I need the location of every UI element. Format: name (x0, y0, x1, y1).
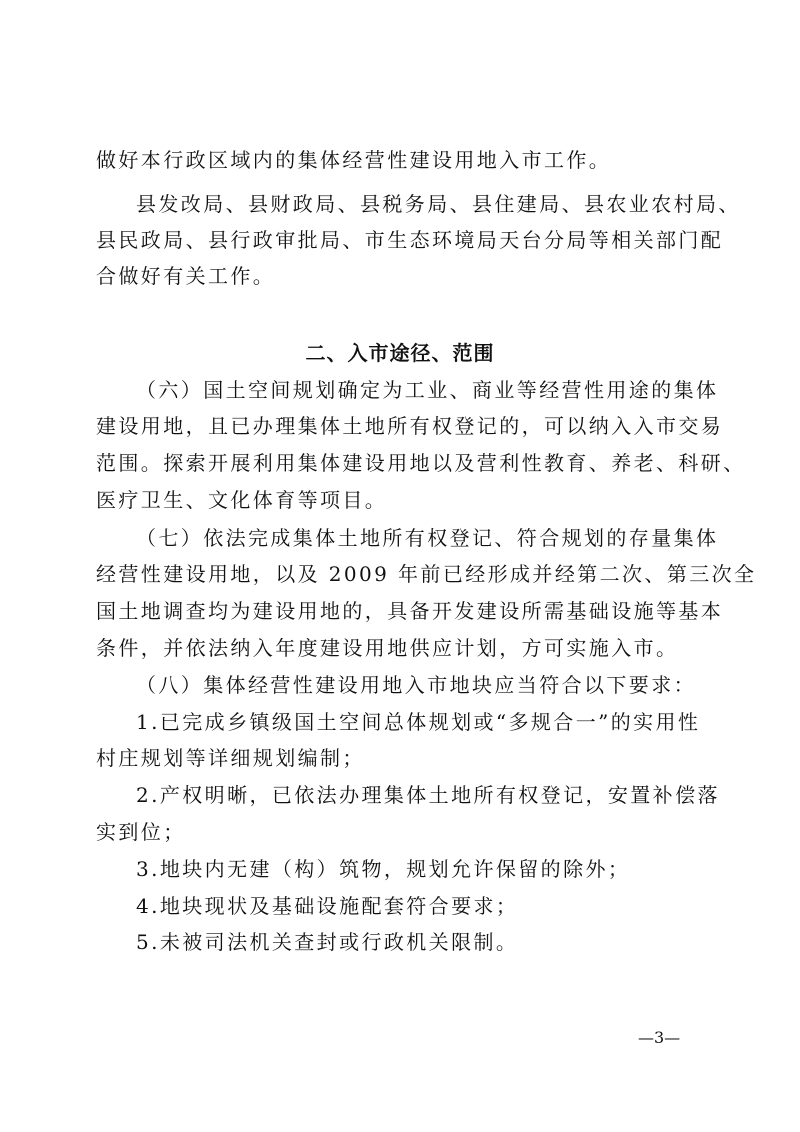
paragraph-six-line-1: （六）国土空间规划确定为工业、商业等经营性用途的集体 (136, 378, 719, 402)
section-heading: 二、入市途径、范围 (305, 341, 495, 365)
paragraph-six-line-4: 医疗卫生、文化体育等项目。 (96, 488, 388, 512)
paragraph-seven-line-4: 条件，并依法纳入年度建设用地供应计划，方可实施入市。 (96, 636, 679, 660)
requirement-2-line-1: 2.产权明晰，已依法办理集体土地所有权登记，安置补偿落 (136, 783, 720, 807)
paragraph-departments-line-1: 县发改局、县财政局、县税务局、县住建局、县农业农村局、 (136, 192, 741, 216)
requirement-2-line-2: 实到位； (96, 820, 186, 844)
requirement-3: 3.地块内无建（构）筑物，规划允许保留的除外； (136, 857, 631, 881)
paragraph-departments-line-3: 合做好有关工作。 (96, 264, 276, 288)
paragraph-seven-line-1: （七）依法完成集体土地所有权登记、符合规划的存量集体 (136, 526, 719, 550)
paragraph-six-line-2: 建设用地，且已办理集体土地所有权登记的，可以纳入入市交易 (96, 414, 724, 438)
requirement-1-line-1: 1.已完成乡镇级国土空间总体规划或“多规合一”的实用性 (136, 710, 701, 734)
paragraph-seven-line-2: 经营性建设用地，以及 2009 年前已经形成并经第二次、第三次全 (96, 562, 757, 586)
paragraph-seven-line-3: 国土地调查均为建设用地的，具备开发建设所需基础设施等基本 (96, 599, 724, 623)
paragraph-intro-line-1: 做好本行政区域内的集体经营性建设用地入市工作。 (96, 148, 612, 172)
page-number: —3— (638, 1028, 681, 1047)
requirement-4: 4.地块现状及基础设施配套符合要求； (136, 894, 519, 918)
paragraph-departments-line-2: 县民政局、县行政审批局、市生态环境局天台分局等相关部门配 (96, 228, 724, 252)
paragraph-six-line-3: 范围。探索开展利用集体建设用地以及营利性教育、养老、科研、 (96, 451, 746, 475)
paragraph-eight-line-1: （八）集体经营性建设用地入市地块应当符合以下要求： (136, 673, 696, 697)
requirement-1-line-2: 村庄规划等详细规划编制； (96, 746, 365, 770)
requirement-5: 5.未被司法机关查封或行政机关限制。 (136, 930, 519, 954)
